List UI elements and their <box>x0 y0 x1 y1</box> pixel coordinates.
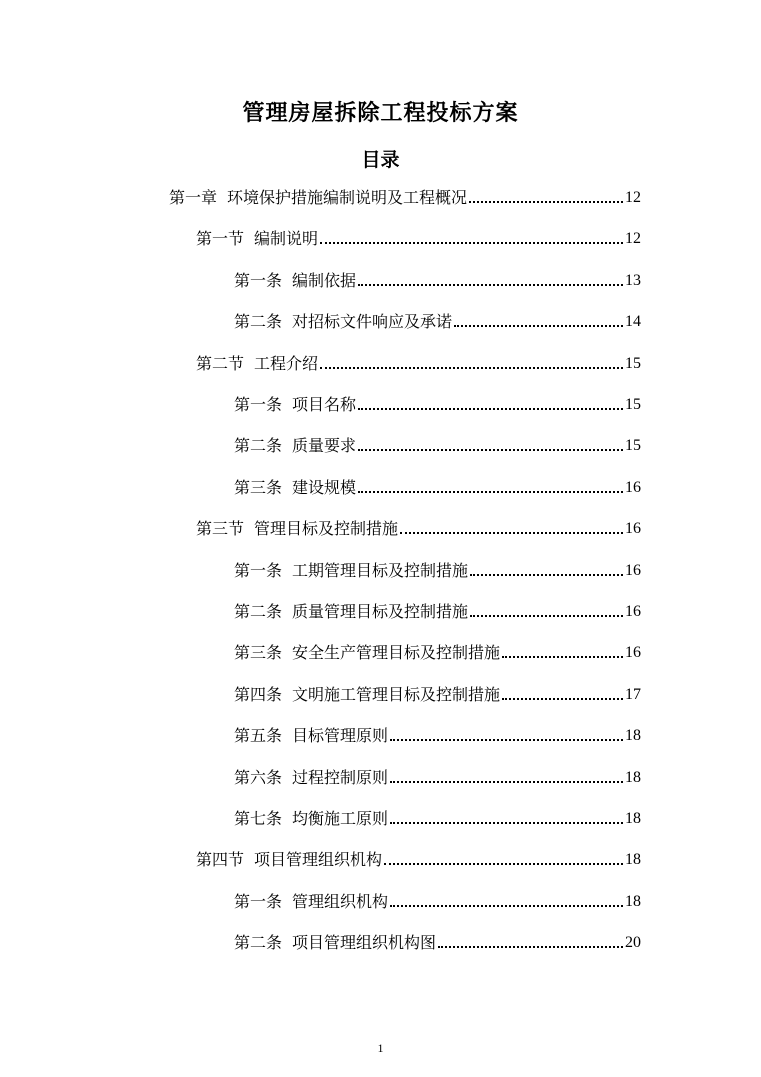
toc-heading: 目录 <box>361 149 400 171</box>
toc-entry-number: 第三节 <box>196 519 245 539</box>
toc-dot-leader <box>358 449 623 451</box>
toc-dot-leader <box>390 739 623 741</box>
toc-dot-leader <box>358 284 623 286</box>
toc-entry-number: 第一条 <box>234 560 283 580</box>
toc-dot-leader <box>438 946 623 948</box>
toc-entry-title: 编制说明 <box>254 229 319 249</box>
toc-entry-number: 第三条 <box>234 643 283 663</box>
toc-entry-page: 12 <box>625 189 641 206</box>
toc-entry-number: 第二条 <box>234 436 283 456</box>
toc-entry-page: 18 <box>625 727 641 745</box>
toc-entry[interactable] <box>196 846 641 870</box>
toc-entry-page: 20 <box>625 934 641 952</box>
toc-entry[interactable] <box>234 805 641 829</box>
toc-dot-leader <box>400 532 623 534</box>
toc-dot-leader <box>502 656 623 658</box>
toc-entry[interactable] <box>234 681 641 705</box>
toc-entry-number: 第二条 <box>234 602 283 621</box>
toc-entry[interactable] <box>234 557 641 581</box>
toc-entry-number: 第二条 <box>234 933 283 953</box>
toc-entry[interactable] <box>234 267 641 291</box>
toc-dot-leader <box>358 408 623 410</box>
toc-dot-leader <box>384 863 623 865</box>
toc-entry-title: 均衡施工原则 <box>292 809 389 828</box>
toc-dot-leader <box>320 242 623 244</box>
toc-entry[interactable] <box>234 391 641 415</box>
toc-entry-title: 管理目标及控制措施 <box>254 519 399 539</box>
toc-entry-number: 第二条 <box>234 312 283 332</box>
toc-entry[interactable] <box>234 639 641 663</box>
toc-dot-leader <box>502 698 623 700</box>
toc-dot-leader <box>390 781 623 783</box>
toc-dot-leader <box>390 905 623 907</box>
toc-dot-leader <box>358 491 623 493</box>
toc-entry-page: 18 <box>625 768 641 786</box>
toc-entry-page: 16 <box>625 561 641 579</box>
toc-entry[interactable] <box>234 764 641 788</box>
toc-entry[interactable] <box>196 225 641 249</box>
toc-entry-number: 第四条 <box>234 684 283 704</box>
toc-entry-number: 第三条 <box>234 477 283 497</box>
toc-entry-number: 第一条 <box>234 395 283 414</box>
toc-entry-number: 第一条 <box>234 891 283 911</box>
toc-entry-title: 编制依据 <box>292 270 357 290</box>
toc-entry-page: 18 <box>625 851 641 869</box>
toc-entry-page: 14 <box>625 313 641 331</box>
toc-dot-leader <box>469 201 623 203</box>
toc-entry-title: 管理组织机构 <box>292 891 389 911</box>
toc-dot-leader <box>454 325 623 327</box>
toc-entry[interactable] <box>234 722 641 746</box>
toc-entry-number: 第六条 <box>234 767 283 787</box>
toc-entry-title: 质量管理目标及控制措施 <box>292 602 469 621</box>
toc-entry[interactable] <box>234 929 641 953</box>
toc-entry-page: 16 <box>625 520 641 538</box>
toc-entry-page: 16 <box>625 603 641 620</box>
toc-entry-title: 过程控制原则 <box>292 767 389 787</box>
toc-entry-title: 建设规模 <box>292 477 357 497</box>
toc-entry[interactable] <box>234 598 641 622</box>
toc-entry-number: 第七条 <box>234 809 283 828</box>
toc-entry-title: 项目名称 <box>292 395 357 414</box>
toc-dot-leader <box>470 615 623 617</box>
toc-entry-title: 质量要求 <box>292 436 357 456</box>
toc-entry-title: 项目管理组织机构 <box>254 850 383 870</box>
toc-entry-number: 第一章 <box>169 188 218 207</box>
toc-entry-number: 第四节 <box>196 850 245 870</box>
toc-dot-leader <box>390 822 623 824</box>
toc-entry-title: 工程介绍 <box>254 353 319 373</box>
toc-entry-page: 17 <box>625 685 641 703</box>
toc-entry-number: 第五条 <box>234 726 283 746</box>
toc-entry-number: 第二节 <box>196 353 245 373</box>
toc-entry-page: 13 <box>625 271 641 289</box>
toc-entry[interactable] <box>196 350 641 374</box>
toc-dot-leader <box>320 367 623 369</box>
toc-entry[interactable] <box>234 888 641 912</box>
toc-entry-page: 15 <box>625 396 641 413</box>
toc-entry-page: 15 <box>625 354 641 372</box>
toc-entry[interactable] <box>234 432 641 456</box>
toc-entry-title: 对招标文件响应及承诺 <box>292 312 453 332</box>
toc-entry-title: 文明施工管理目标及控制措施 <box>292 684 501 704</box>
toc-entry[interactable] <box>196 515 641 539</box>
toc-entry-title: 环境保护措施编制说明及工程概况 <box>227 188 468 207</box>
toc-entry-number: 第一节 <box>196 229 245 249</box>
page-number: 1 <box>377 1041 384 1055</box>
toc-entry[interactable] <box>234 308 641 332</box>
toc-entry-title: 项目管理组织机构图 <box>292 933 437 953</box>
toc-entry-title: 目标管理原则 <box>292 726 389 746</box>
toc-entry-title: 安全生产管理目标及控制措施 <box>292 643 501 663</box>
toc-entry-page: 18 <box>625 810 641 827</box>
toc-entry-page: 16 <box>625 644 641 662</box>
toc-dot-leader <box>470 574 623 576</box>
toc-entry-page: 15 <box>625 437 641 455</box>
toc-entry-number: 第一条 <box>234 270 283 290</box>
document-title: 管理房屋拆除工程投标方案 <box>242 101 519 126</box>
toc-entry-page: 18 <box>625 892 641 910</box>
toc-entry[interactable] <box>234 474 641 498</box>
toc-entry-page: 12 <box>625 230 641 248</box>
toc-entry-page: 16 <box>625 478 641 496</box>
toc-entry[interactable] <box>169 184 641 208</box>
toc-entry-title: 工期管理目标及控制措施 <box>292 560 469 580</box>
